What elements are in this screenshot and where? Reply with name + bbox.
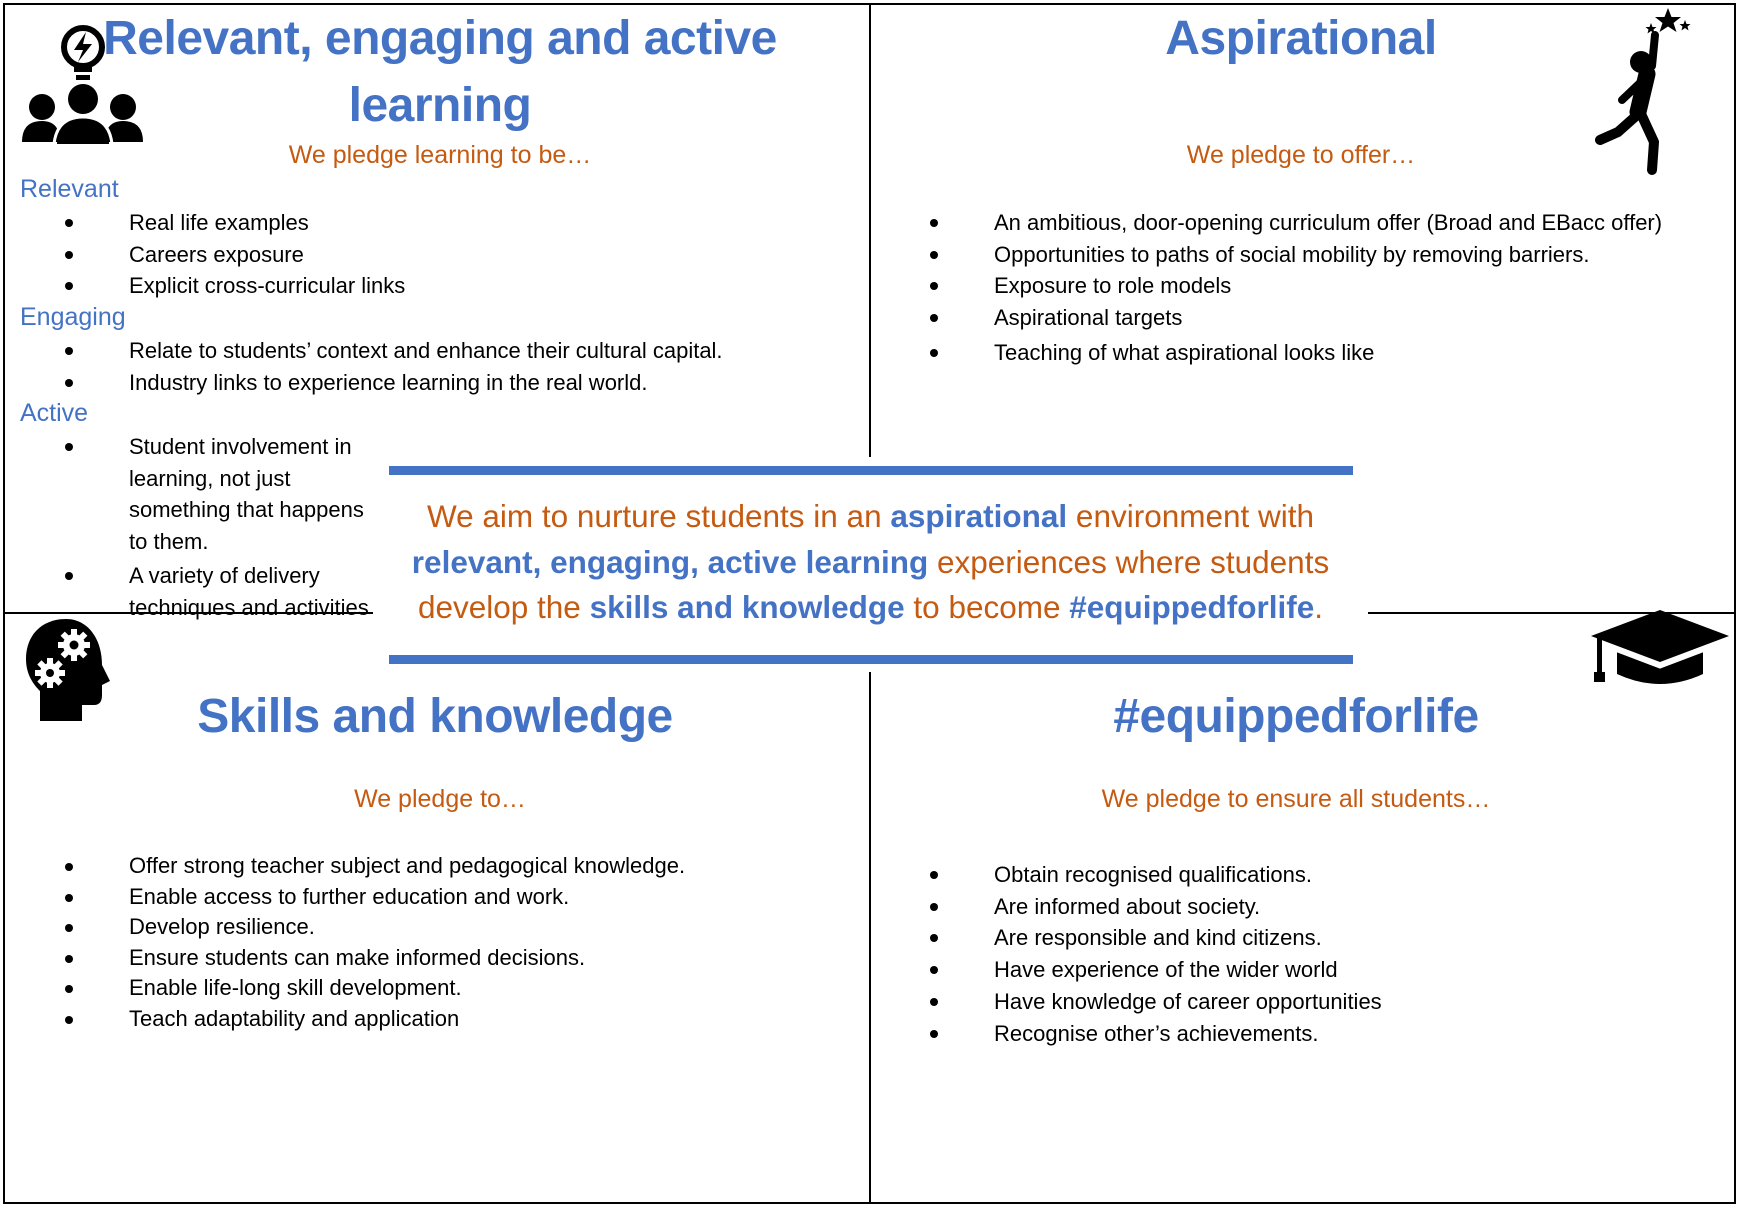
quadrant-title: #equippedforlife	[1113, 690, 1479, 743]
list-item: Real life examples	[43, 207, 405, 239]
list-item: Enable access to further education and work.	[43, 882, 685, 913]
item-line: something that happens	[129, 497, 364, 523]
quadrant-title: Skills and knowledge	[197, 690, 673, 743]
list-item: Aspirational targets	[908, 302, 1662, 334]
mission-text: experiences where students develop the	[417, 543, 1330, 625]
skills-list	[43, 851, 685, 1034]
list-item: Teach adaptability and application	[43, 1004, 685, 1035]
list-item: Ensure students can make informed decisions.	[43, 943, 685, 974]
list-item: Obtain recognised qualifications.	[908, 859, 1382, 891]
mission-text: We aim to nurture students in an	[426, 498, 891, 534]
mission-rule-top	[389, 466, 1353, 475]
mission-rule-bottom	[389, 655, 1353, 664]
mission-text: environment with	[1067, 498, 1315, 534]
item-line: learning, not just	[129, 465, 291, 491]
list-item: Careers exposure	[43, 239, 405, 271]
mission-text: .	[1314, 589, 1324, 625]
subheading-engaging: Engaging	[20, 303, 126, 331]
item-line: A variety of delivery	[129, 562, 320, 588]
list-item: Exposure to role models	[908, 270, 1662, 302]
pledge-line: We pledge to offer…	[1186, 141, 1416, 169]
list-item: Offer strong teacher subject and pedagogical knowledge.	[43, 851, 685, 882]
aspirational-list	[908, 207, 1662, 369]
subheading-relevant: Relevant	[20, 175, 119, 203]
graduation-cap-icon	[1591, 610, 1729, 688]
pledge-line: We pledge to…	[354, 785, 526, 813]
list-item	[43, 431, 369, 558]
pledge-line: We pledge learning to be…	[288, 141, 592, 169]
list-item: Have knowledge of career opportunities	[908, 986, 1382, 1018]
item-line: techniques and activities	[129, 594, 369, 620]
vertical-divider-bottom	[869, 672, 871, 1204]
quadrant-title: Aspirational	[1165, 12, 1437, 65]
item-line: to them.	[129, 529, 209, 555]
list-item: Recognise other’s achievements.	[908, 1018, 1382, 1050]
equipped-list	[908, 859, 1382, 1049]
list-item: Opportunities to paths of social mobility by removing barriers.	[908, 239, 1662, 271]
mission-highlight-learning: relevant, engaging, active learning	[411, 543, 929, 580]
engaging-list	[43, 335, 723, 398]
list-item: Industry links to experience learning in the real world.	[43, 367, 723, 399]
mission-statement	[373, 494, 1368, 631]
quadrant-title: Relevant, engaging and active	[103, 12, 777, 65]
subheading-active: Active	[20, 399, 89, 427]
list-item: An ambitious, door-opening curriculum offer (Broad and EBacc offer)	[908, 207, 1662, 239]
list-item: Have experience of the wider world	[908, 954, 1382, 986]
mission-text: to become	[904, 589, 1070, 625]
list-item: Enable life-long skill development.	[43, 973, 685, 1004]
list-item	[43, 560, 369, 623]
item-line: Student involvement in	[129, 434, 352, 459]
reach-for-stars-icon	[1592, 8, 1692, 178]
list-item: Are responsible and kind citizens.	[908, 922, 1382, 954]
list-item: Teaching of what aspirational looks like	[908, 337, 1662, 369]
list-item: Explicit cross-curricular links	[43, 270, 405, 302]
list-item: Develop resilience.	[43, 912, 685, 943]
relevant-list	[43, 207, 405, 302]
quadrant-title-line2: learning	[348, 79, 532, 132]
list-item: Relate to students’ context and enhance their cultural capital.	[43, 335, 723, 367]
mission-highlight-aspirational: aspirational	[890, 498, 1068, 534]
pledge-line: We pledge to ensure all students…	[1101, 785, 1491, 813]
mission-highlight-equipped: #equippedforlife	[1069, 589, 1315, 625]
list-item: Are informed about society.	[908, 891, 1382, 923]
mission-highlight-skills: skills and knowledge	[589, 589, 905, 625]
active-list	[43, 431, 369, 623]
